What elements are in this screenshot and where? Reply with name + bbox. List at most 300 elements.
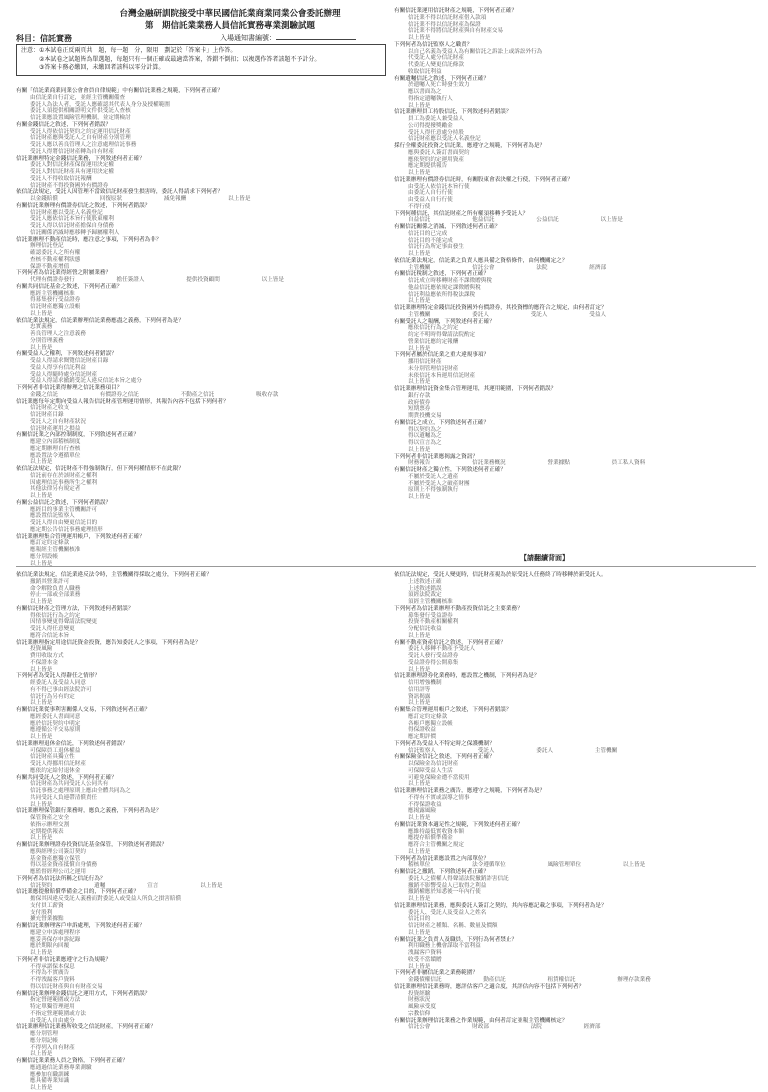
question-text: 信託業辦理指定用途信託資金投資，應告知委託人之事項，下列何者為是？ bbox=[16, 639, 201, 646]
answer-options: 應妥善保存申訴紀錄 bbox=[30, 936, 81, 943]
answer-options: 支付員工薪資 bbox=[30, 902, 64, 909]
answer-options: 財務報告 信託業務概況 營業據點 員工私人資料 bbox=[408, 460, 646, 467]
question-text: 依信託法規定，信託財產不得強制執行，但下列何種情形不在此限？ bbox=[16, 466, 184, 472]
answer-options: 信託契約 遺囑 宣言 以上皆是 bbox=[30, 882, 223, 889]
answer-options: 以上皆是 bbox=[30, 734, 53, 740]
answer-options: 應依契約約定運用資產 bbox=[408, 156, 464, 163]
answer-options: 信託目的不能完成 bbox=[408, 237, 453, 244]
question-text: 信託業辦理退休金信託，下列敘述何者錯誤？ bbox=[16, 740, 128, 747]
answer-options: 委託人須提供相關證明文件供受託人查核 bbox=[30, 108, 131, 115]
answer-options: 信託業不得以信託財產借入款項 bbox=[408, 14, 487, 21]
answer-options: 利用職務上機會謀取不當利益 bbox=[408, 943, 481, 950]
answer-options: 擴充營業據點 bbox=[30, 916, 64, 923]
answer-options: 委託人對信託財產保留運用決定權 bbox=[30, 162, 114, 169]
answer-options: 委託人移轉不動產予受託人 bbox=[408, 646, 476, 653]
answer-options: 應定期評價 bbox=[408, 734, 436, 740]
question-text: 下列何者屬於信託業之重大違規事項？ bbox=[394, 352, 490, 359]
question-column-bottom-right bbox=[394, 572, 754, 1031]
question-text: 信託業辦理特定金錢信託投資國外有價證券，其投資標的應符合之規定，由何者訂定？ bbox=[394, 305, 607, 311]
answer-options: 不保證本金 bbox=[30, 659, 58, 666]
answer-options: 可避免保險金遭不當使用 bbox=[408, 774, 470, 781]
answer-options: 受託人得挪用信託財產 bbox=[30, 761, 86, 767]
question-text: 有關信託業辦理客戶申訴處理，下列敘述何者正確？ bbox=[16, 923, 145, 929]
question-text: 有關信託財產之獨立性，下列敘述何者正確？ bbox=[394, 467, 506, 473]
answer-options: 得以遺囑為之 bbox=[408, 433, 442, 440]
answer-options: 可保障員工退休權益 bbox=[30, 747, 81, 754]
answer-options: 受託人不得收取信託報酬 bbox=[30, 175, 92, 182]
answer-options: 不屬於受託人之破產財團 bbox=[408, 480, 470, 487]
answer-options: 受託人得自由變更信託目的 bbox=[30, 520, 98, 526]
question-text: 有關信託業運用信託財產之規範，下列何者正確？ bbox=[394, 8, 518, 14]
answer-options: 撤銷其營業許可 bbox=[30, 578, 70, 585]
question-text: 下列何者非信託業應揭露之資訊？ bbox=[394, 453, 478, 460]
exam-subject: 科目：信託實務 bbox=[16, 34, 72, 43]
answer-options: 應監督經理公司之運用 bbox=[30, 869, 86, 875]
answer-options: 因處理信託事務所生之權利 bbox=[30, 479, 98, 486]
answer-options: 由受託人依信託本旨行使 bbox=[408, 183, 470, 190]
question-text: 有關信託之成立，下列敘述何者正確？ bbox=[394, 419, 490, 426]
answer-options: 撤銷不影響受益人已取得之利益 bbox=[408, 882, 487, 889]
answer-options: 得募集發行受益證券 bbox=[30, 297, 81, 304]
answer-options: 應分別設帳 bbox=[30, 553, 58, 560]
question-text: 有關共同信託基金之敘述，下列何者正確？ bbox=[16, 283, 123, 290]
question-text: 信託業辦理集合管理運用帳戶，下列敘述何者正確？ bbox=[16, 533, 145, 540]
answer-options: 投資經驗 bbox=[408, 990, 431, 997]
answer-options: 以上皆是 bbox=[408, 494, 431, 500]
answer-options: 未分別管理信託財產 bbox=[408, 365, 459, 372]
answer-options: 以金錢賠償 回復原狀 減免報酬 以上皆是 bbox=[30, 196, 251, 202]
answer-options: 撤銷權應於知悉後一年內行使 bbox=[408, 889, 481, 896]
answer-options: 以上皆是 bbox=[30, 599, 53, 605]
answer-options: 受託人得依信託契約之約定運用信託財產 bbox=[30, 128, 131, 135]
answer-options: 以上皆是 bbox=[408, 963, 431, 970]
answer-options: 須經主管機關核准 bbox=[408, 599, 453, 605]
question-text: 信託業辦理保管銀行業務時，應負之義務，下列何者為是？ bbox=[16, 808, 162, 815]
answer-options: 得保證收益 bbox=[408, 727, 436, 734]
answer-options: 應設置法令遵循單位 bbox=[30, 452, 81, 459]
answer-options: 得依信託行為之約定 bbox=[30, 612, 81, 619]
answer-options: 委託人之債權人得聲請法院撤銷詐害信託 bbox=[408, 875, 509, 882]
answer-options: 信託財產不得投資國外有價證券 bbox=[30, 182, 109, 189]
answer-options: 以上皆是 bbox=[30, 493, 53, 499]
question-text: 有關金錢信託之敘述，下列何者錯誤？ bbox=[16, 121, 112, 128]
answer-options: 應維持最低實收資本額 bbox=[408, 828, 464, 835]
answer-options: 得以基金資產抵償自身債務 bbox=[30, 862, 98, 869]
question-text: 信託業辦理有價證券信託時，有關股東會表決權之行使，下列何者正確？ bbox=[394, 176, 574, 183]
notice-line: ③答案卡務必繳回，未繳回者該科以零分計算。 bbox=[21, 64, 165, 71]
answer-options: 以上皆是 bbox=[408, 815, 431, 821]
answer-options: 應符合主管機關之規定 bbox=[408, 842, 464, 848]
question-text: 有關不動產資產信託之敘述，下列何者正確？ bbox=[394, 639, 506, 646]
question-text: 信託業辦理特定金錢信託業務，下列敘述何者正確？ bbox=[16, 155, 145, 162]
question-text: 有關信託業之內部控制制度，下列敘述何者正確？ bbox=[16, 432, 140, 439]
answer-options: 以上皆是 bbox=[408, 781, 431, 788]
answer-options: 風險承受度 bbox=[408, 1004, 436, 1010]
answer-options: 各帳戶應獨立設帳 bbox=[408, 720, 453, 727]
answer-options: 收取信託利益 bbox=[408, 68, 442, 75]
answer-options: 洩漏客戶資料 bbox=[408, 950, 442, 956]
answer-options: 基金資產應獨立保管 bbox=[30, 855, 81, 862]
exam-number-line bbox=[276, 33, 356, 40]
answer-options: 以上皆是 bbox=[30, 835, 53, 842]
answer-options: 財務狀況 bbox=[408, 997, 431, 1004]
answer-options: 以上皆是 bbox=[408, 35, 431, 41]
answer-options: 信託財產為共同受託人公同共有 bbox=[30, 781, 109, 788]
answer-options: 確認委託人之所有權 bbox=[30, 250, 81, 256]
question-text: 信託業辦理信託資金集合管理運用，其運用範圍，下列何者錯誤？ bbox=[394, 386, 557, 392]
answer-options: 應經主管機關核准 bbox=[30, 290, 75, 297]
notice-line: 注意：①本試卷正反兩頁共 題，每一題 分，限用 劃記於「答案卡」上作答。 bbox=[21, 47, 237, 54]
answer-options: 應報經主管機關核准 bbox=[30, 547, 81, 553]
answer-options: 應建立內部稽核制度 bbox=[30, 439, 81, 445]
answer-options: 信託事務之處理原則上應由全體共同為之 bbox=[30, 788, 131, 794]
answer-options: 特定單獨管理運用 bbox=[30, 1004, 75, 1010]
answer-options: 信用增強機制 bbox=[408, 680, 442, 686]
question-text: 有關受益人之權利，下列敘述何者錯誤？ bbox=[16, 351, 117, 358]
question-column-top-right bbox=[394, 8, 754, 548]
answer-options: 以上皆是 bbox=[30, 666, 53, 673]
exam-title-institute: 台灣金融研訓院接受中華民國信託業商業同業公會委託辦理 bbox=[119, 9, 341, 19]
answer-options: 受益人得請求撤銷受託人違反信託本旨之處分 bbox=[30, 378, 142, 385]
answer-options: 得以信託財產與自有財產交易 bbox=[30, 983, 103, 990]
answer-options: 忠實義務 bbox=[30, 324, 53, 331]
answer-options: 受託人對信託財產具有運用決定權 bbox=[30, 169, 114, 175]
answer-options: 以自己名義為受益人為有關信託之訴訟上或訴訟外行為 bbox=[408, 48, 543, 55]
question-text: 下列何者非信託業應遵守之行為規範？ bbox=[16, 956, 112, 963]
question-text: 下列何者為信託監察人之職責？ bbox=[394, 41, 473, 48]
answer-options: 受託人應以善良管理人之注意處理信託事務 bbox=[30, 142, 137, 148]
answer-options: 以上皆是 bbox=[408, 170, 431, 176]
answer-options: 收受不當饋贈 bbox=[408, 956, 442, 963]
answer-options: 信託公會 財政部 法院 經濟部 bbox=[408, 1024, 601, 1031]
answer-options: 由信託業自行訂定，並經主管機關備查 bbox=[30, 94, 126, 101]
answer-options: 不得有不實或誤導之情事 bbox=[408, 794, 470, 801]
answer-options: 應定期辦理自行查核 bbox=[30, 445, 81, 452]
answer-options: 信託成立時移轉財產不課徵贈與稅 bbox=[408, 278, 492, 284]
question-text: 有關保險金信託之敘述，下列何者正確？ bbox=[394, 754, 495, 761]
answer-options: 銀行存款 bbox=[408, 392, 431, 399]
answer-options: 應定期公告信託事務處理情形 bbox=[30, 526, 103, 533]
answer-options: 應遵循公平交易原則 bbox=[30, 727, 81, 734]
answer-options: 由受託人自由處分 bbox=[30, 1017, 75, 1024]
answer-options: 支付股利 bbox=[30, 909, 53, 916]
answer-options: 須經法院裁定 bbox=[408, 592, 442, 599]
question-text: 信託業辦理信託業務時，應評估客戶之適合度，其評估內容不包括下列何者？ bbox=[394, 983, 585, 990]
answer-options: 以上皆是 bbox=[30, 700, 53, 707]
answer-options: 信託財產應以受託人名義登記 bbox=[408, 136, 481, 143]
answer-options: 營業信託應約定報酬 bbox=[408, 338, 459, 345]
question-text: 有關公益信託之敘述，下列何者錯誤？ bbox=[16, 499, 112, 506]
answer-options: 以上皆是 bbox=[408, 848, 431, 855]
answer-options: 信託財產應與受託人之自有財產分別管理 bbox=[30, 135, 131, 142]
question-text: 有關集合管理運用帳戶之敘述，下列何者錯誤？ bbox=[394, 707, 512, 713]
answer-options: 受託人發行受益證券 bbox=[408, 653, 459, 659]
answer-options: 以上皆是 bbox=[408, 446, 431, 453]
answer-options: 指定營運範圍或方法 bbox=[30, 997, 81, 1004]
answer-options: 信託關係消滅時應移轉予歸屬權利人 bbox=[30, 229, 120, 236]
question-text: 信託業應提撥賠償準備金之目的，下列何者正確？ bbox=[16, 889, 140, 896]
answer-options: 應與經理公司簽訂契約 bbox=[30, 848, 86, 855]
answer-options: 募集發行受益證券 bbox=[408, 612, 453, 619]
answer-options: 應建立申訴處理程序 bbox=[30, 929, 81, 936]
answer-options: 受託人應依信託本旨行使股東權利 bbox=[30, 216, 114, 223]
question-text: 下列何者為受託人得辭任之情形？ bbox=[16, 673, 100, 680]
question-text: 有關共同受託人之敘述，下列何者正確？ bbox=[16, 774, 117, 781]
answer-options: 信託行為所定事由發生 bbox=[408, 244, 464, 251]
answer-options: 短期票券 bbox=[408, 406, 431, 413]
question-text: 信託業辦理證券化業務時，應設置之機制，下列何者為是？ bbox=[394, 673, 540, 680]
answer-options: 代受託人處分信託財產 bbox=[408, 55, 464, 62]
answer-options: 不得洩漏客戶資料 bbox=[30, 977, 75, 983]
answer-options: 應揭露風險 bbox=[408, 808, 436, 815]
question-text: 有關信託業辦理金錢信託之運用方式，下列何者錯誤？ bbox=[16, 990, 151, 997]
answer-options: 應經目的事業主管機關許可 bbox=[30, 506, 98, 513]
question-text: 信託業辦理信託業務，應與委託人簽訂之契約，其內容應記載之事項，下列何者為是？ bbox=[394, 902, 607, 909]
answer-options: 應依約定給付退休金 bbox=[30, 767, 81, 774]
answer-options: 命令解除負責人職務 bbox=[30, 585, 81, 592]
question-text: 有關「信託業商業同業公會會員自律規範」中有關信託業務之規範，下列何者正確？ bbox=[16, 88, 223, 94]
answer-options: 以保險金為信託財產 bbox=[408, 761, 459, 767]
answer-options: 約定不明時得聲請法院酌定 bbox=[408, 332, 476, 338]
question-text: 信託業辦理信託業務所收受之信託財產，下列何者正確？ bbox=[16, 1024, 156, 1031]
answer-options: 應通過信託業務專業測驗 bbox=[30, 1064, 92, 1071]
answer-options: 信託利益應依所得稅法課稅 bbox=[408, 291, 476, 298]
answer-options: 受託人得任意變更 bbox=[30, 626, 75, 632]
answer-options: 應符合信託本旨 bbox=[30, 632, 70, 639]
answer-options: 應以書面為之 bbox=[408, 89, 442, 95]
answer-options: 得指定遺囑執行人 bbox=[408, 95, 453, 102]
answer-options: 員工為委託人兼受益人 bbox=[408, 116, 464, 122]
answer-options: 以上皆是 bbox=[408, 345, 431, 352]
answer-options: 信託財產應以受託人名義登記 bbox=[30, 209, 103, 216]
answer-options: 應經委託人書面同意 bbox=[30, 713, 81, 720]
answer-options: 受益證券得公開募集 bbox=[408, 659, 459, 666]
question-text: 依信託業法規定，信託業之負責人應具備之資格條件，由何機關定之？ bbox=[394, 257, 568, 264]
question-text: 下列何者為信託業辦理不動產投資信託之主要業務？ bbox=[394, 605, 523, 612]
question-text: 有關信託業之負責人及職員，下列行為何者禁止？ bbox=[394, 936, 518, 943]
answer-options: 公司得提撥獎勵金 bbox=[408, 122, 453, 129]
answer-options: 信託業不得以信託財產為保證 bbox=[408, 21, 481, 28]
answer-options: 不得承諾保本保息 bbox=[30, 963, 75, 970]
answer-options: 投資風險 bbox=[30, 646, 53, 653]
exam-number-label: 入場通知書編號： bbox=[220, 34, 276, 42]
answer-options: 受託人得任意處分持股 bbox=[408, 129, 464, 136]
answer-options: 他益信託應依規定課徵贈與稅 bbox=[408, 284, 481, 291]
question-column-top-left bbox=[16, 88, 376, 567]
question-text: 依信託業法規定，信託業違反法令時，主管機關得採取之處分，下列何者正確？ bbox=[16, 572, 212, 578]
question-text: 信託業辦理員工持股信託，下列敘述何者錯誤？ bbox=[394, 109, 512, 116]
question-text: 有關受託人之報酬，下列敘述何者正確？ bbox=[394, 318, 495, 325]
answer-options: 以上皆是 bbox=[408, 298, 431, 305]
answer-options: 金錢之信託 有價證券之信託 不動產之信託 吸收存款 bbox=[30, 391, 279, 398]
answer-options: 金錢債權信託 動產信託 租賃權信託 辦理存款業務 bbox=[408, 977, 651, 983]
question-text: 下列何者非信託業得辦理之信託業務項目？ bbox=[16, 385, 123, 391]
answer-options: 其他法律另有規定者 bbox=[30, 486, 81, 493]
answer-options: 信託監察人 受託人 委託人 主管機關 bbox=[408, 747, 618, 754]
answer-options: 受益人得隨時處分信託財產 bbox=[30, 371, 98, 378]
answer-options: 以上皆是 bbox=[408, 896, 431, 902]
question-column-bottom-left bbox=[16, 572, 376, 1091]
answer-options: 代理有價證券發行 擔任簽證人 提供投資顧問 以上皆是 bbox=[30, 277, 284, 283]
answer-options: 定期提供報表 bbox=[30, 828, 64, 835]
answer-options: 不指定營運範圍或方法 bbox=[30, 1010, 86, 1017]
answer-options: 應與委託人簽訂書面契約 bbox=[408, 149, 470, 156]
answer-options: 資訊揭露 bbox=[408, 693, 431, 700]
question-text: 下列何者為信託業得經營之附屬業務？ bbox=[16, 270, 112, 277]
answer-options: 不得列入自有財產 bbox=[30, 1044, 75, 1051]
answer-options: 以上皆是 bbox=[408, 251, 431, 257]
question-text: 下列何者為信託業應設置之內部單位？ bbox=[394, 855, 490, 862]
question-text: 採行全權委託投資之信託業，應遵守之規範，下列何者為是？ bbox=[394, 143, 546, 149]
answer-options: 受託人之自有財產狀況 bbox=[30, 418, 86, 425]
answer-options: 委託人、受託人及受益人之姓名 bbox=[408, 909, 487, 916]
answer-options: 以上皆是 bbox=[30, 344, 53, 351]
answer-options: 得以契約為之 bbox=[408, 426, 442, 433]
answer-options: 信託目的 bbox=[408, 916, 431, 923]
page-divider bbox=[16, 566, 756, 567]
answer-options: 投資不動產相關權利 bbox=[408, 619, 459, 626]
answer-options: 信託財產目錄 bbox=[30, 412, 64, 418]
question-text: 有關遺囑信託之敘述，下列何者正確？ bbox=[394, 75, 490, 82]
answer-options: 以上皆是 bbox=[30, 560, 53, 567]
answer-options: 應分別記帳 bbox=[30, 1037, 58, 1044]
question-text: 下列何者為信託法所稱之信託行為？ bbox=[16, 875, 106, 882]
question-text: 有關信託之撤銷，下列敘述何者正確？ bbox=[394, 869, 490, 875]
answer-options: 以上皆是 bbox=[30, 459, 53, 466]
answer-options: 停止一部或全部業務 bbox=[30, 592, 81, 599]
answer-options: 未依信託本旨運用信託財產 bbox=[408, 372, 476, 379]
question-text: 依信託業法規定，信託業辦理信託業務應盡之義務，下列何者為是？ bbox=[16, 317, 184, 324]
answer-options: 應訂定約定條款 bbox=[30, 540, 70, 547]
question-text: 信託業應每年定期向受益人報告信託財產管理運用情形，其報告內容不包括下列何者？ bbox=[16, 398, 229, 405]
question-text: 信託業辦理信託業務之廣告，應遵守之規範，下列何者為是？ bbox=[394, 788, 546, 794]
exam-notice-box bbox=[16, 44, 386, 76]
answer-options: 應參加在職訓練 bbox=[30, 1071, 70, 1078]
notice-line: ②本試卷之試題皆為單選題，每題只有一個正確或最適當答案，答錯不倒扣；以複選作答者該題不予計分。 bbox=[21, 55, 321, 63]
answer-options: 信託行為另有約定 bbox=[30, 693, 75, 700]
answer-options: 信託財產運用之損益 bbox=[30, 425, 81, 432]
answer-options: 應分別管理 bbox=[30, 1031, 58, 1037]
question-text: 有關信託業資本適足性之規範，下列敘述何者正確？ bbox=[394, 821, 523, 828]
answer-options: 受益人得請求閱覽信託財產目錄 bbox=[30, 358, 109, 364]
question-text: 有關信託關係之消滅，下列敘述何者正確？ bbox=[394, 224, 501, 230]
answer-options: 因情事變更得聲請法院變更 bbox=[30, 619, 98, 626]
question-text: 依信託法規定，受託人因管理不當致信託財產發生損害時，委託人得請求下列何者？ bbox=[16, 189, 223, 196]
question-text: 有關信託業業務人員之資格，下列何者正確？ bbox=[16, 1058, 128, 1064]
answer-options: 經委託人及受益人同意 bbox=[30, 680, 86, 686]
answer-options: 應設置信託監察人 bbox=[30, 513, 75, 520]
answer-options: 應訂定約定條款 bbox=[408, 713, 448, 720]
answer-options: 應具備專業知識 bbox=[30, 1078, 70, 1085]
answer-options: 以上皆是 bbox=[408, 102, 431, 109]
answer-options: 應於期限內回覆 bbox=[30, 943, 70, 950]
answer-options: 共同受託人負連帶清償責任 bbox=[30, 794, 98, 801]
answer-options: 宗教信仰 bbox=[408, 1010, 431, 1017]
answer-options: 挪用信託財產 bbox=[408, 359, 442, 365]
answer-options: 主管機關 信託公會 法院 經濟部 bbox=[408, 264, 607, 271]
answer-options: 不得為不實廣告 bbox=[30, 970, 70, 977]
answer-options: 受益人得享有信託利益 bbox=[30, 364, 86, 371]
answer-options: 上述敘述錯誤 bbox=[408, 585, 442, 592]
answer-options: 自益信託 他益信託 公益信託 以上皆是 bbox=[408, 217, 623, 224]
answer-options: 查核不動產權利狀態 bbox=[30, 256, 81, 263]
answer-options: 信託前存在於該財產之權利 bbox=[30, 472, 98, 479]
answer-options: 信託財產應獨立設帳 bbox=[30, 304, 81, 310]
question-text: 有關信託業從事利害關係人交易，下列敘述何者正確？ bbox=[16, 707, 151, 713]
answer-options: 委託人為法人者，受託人應確認其代表人身分及授權範圍 bbox=[30, 101, 170, 108]
answer-options: 信用評等 bbox=[408, 686, 431, 693]
question-text: 信託業辦理不動產信託時，應注意之事項，下列何者為非？ bbox=[16, 236, 162, 243]
answer-options: 辦理信託登記 bbox=[30, 243, 64, 250]
answer-options: 善良管理人之注意義務 bbox=[30, 331, 86, 337]
answer-options: 信託業不得將信託財產與自有財產交易 bbox=[408, 28, 504, 35]
answer-options: 以上皆是 bbox=[30, 950, 53, 956]
answer-options: 得以宣言為之 bbox=[408, 440, 442, 446]
answer-options: 以上皆是 bbox=[408, 379, 431, 386]
answer-options: 以上皆是 bbox=[408, 700, 431, 707]
answer-options: 政府債券 bbox=[408, 399, 431, 406]
answer-options: 擔保其因違反受託人義務而對委託人或受益人所負之損害賠償 bbox=[30, 896, 182, 902]
exam-title-session: 第 期信託業業務人員信託實務專業測驗試題 bbox=[144, 21, 315, 31]
answer-options: 應定期提供報告 bbox=[408, 163, 448, 170]
answer-options: 應依信託行為之約定 bbox=[408, 325, 459, 332]
question-text: 下列何者非屬信託業之業務範圍？ bbox=[394, 970, 478, 977]
answer-options: 費用收取方式 bbox=[30, 653, 64, 659]
answer-options: 以上皆是 bbox=[30, 801, 53, 808]
turn-page-note: 【請翻續背面】 bbox=[520, 554, 569, 562]
answer-options: 主管機關 委託人 受託人 受益人 bbox=[408, 311, 607, 318]
answer-options: 分別管理義務 bbox=[30, 337, 64, 344]
answer-options: 於遺囑人死亡時發生效力 bbox=[408, 82, 470, 89]
answer-options: 應於信託契約中明定 bbox=[30, 720, 81, 727]
answer-options: 原則上不得強制執行 bbox=[408, 487, 459, 494]
answer-options: 上述敘述正確 bbox=[408, 578, 442, 585]
answer-options: 不得行使 bbox=[408, 203, 431, 210]
question-text: 下列何種信託，其信託財產之所有權須移轉予受託人？ bbox=[394, 210, 529, 217]
answer-options: 期貨投機交易 bbox=[408, 413, 442, 419]
question-text: 有關信託業辦理信託業務之作業規範，由何者訂定並報主管機關核定？ bbox=[394, 1017, 568, 1024]
answer-options: 由受益人自行行使 bbox=[408, 197, 453, 203]
answer-options: 稽核單位 法令遵循單位 風險管理單位 以上皆是 bbox=[408, 862, 646, 869]
question-text: 下列何者為受益人不特定時之保護機制？ bbox=[394, 740, 495, 747]
answer-options: 由委託人自行行使 bbox=[408, 190, 453, 197]
answer-options: 保管資產之安全 bbox=[30, 815, 70, 821]
question-text: 有關信託業辦理有價證券信託之敘述，下列何者錯誤？ bbox=[16, 202, 151, 209]
answer-options: 分配信託收益 bbox=[408, 626, 442, 632]
answer-options: 信託財產之收支 bbox=[30, 405, 70, 412]
answer-options: 信託目的已完成 bbox=[408, 230, 448, 237]
answer-options: 代委託人變更信託條款 bbox=[408, 62, 464, 68]
answer-options: 有不得已事由經法院許可 bbox=[30, 686, 92, 693]
answer-options: 信託財產之種類、名稱、數量及價額 bbox=[408, 923, 498, 929]
answer-options: 不屬於受託人之遺產 bbox=[408, 473, 459, 480]
answer-options: 信託財產具獨立性 bbox=[30, 754, 75, 761]
answer-options: 以上皆是 bbox=[408, 929, 431, 936]
answer-options: 以上皆是 bbox=[30, 1085, 53, 1091]
answer-options: 保證不動產增值 bbox=[30, 263, 70, 270]
answer-options: 受託人得以信託財產擔保自身債務 bbox=[30, 223, 114, 229]
answer-options: 以上皆是 bbox=[30, 1051, 53, 1058]
answer-options: 以上皆是 bbox=[408, 632, 431, 639]
question-text: 依信託法規定，受託人變更時，信託財產視為於原受託人任務終了時移轉於新受託人。 bbox=[394, 572, 607, 578]
answer-options: 信託業應設置風險管理機制，並定期檢討 bbox=[30, 115, 131, 121]
answer-options: 以上皆是 bbox=[30, 310, 53, 317]
answer-options: 以上皆是 bbox=[408, 666, 431, 673]
question-text: 有關信託業辦理證券投資信託基金保管，下列敘述何者錯誤？ bbox=[16, 842, 168, 848]
answer-options: 受託人得將信託財產轉為自有財產 bbox=[30, 148, 114, 155]
answer-options: 可保障受益人生活 bbox=[408, 767, 453, 774]
question-text: 有關信託稅制之敘述，下列何者正確？ bbox=[394, 271, 490, 278]
